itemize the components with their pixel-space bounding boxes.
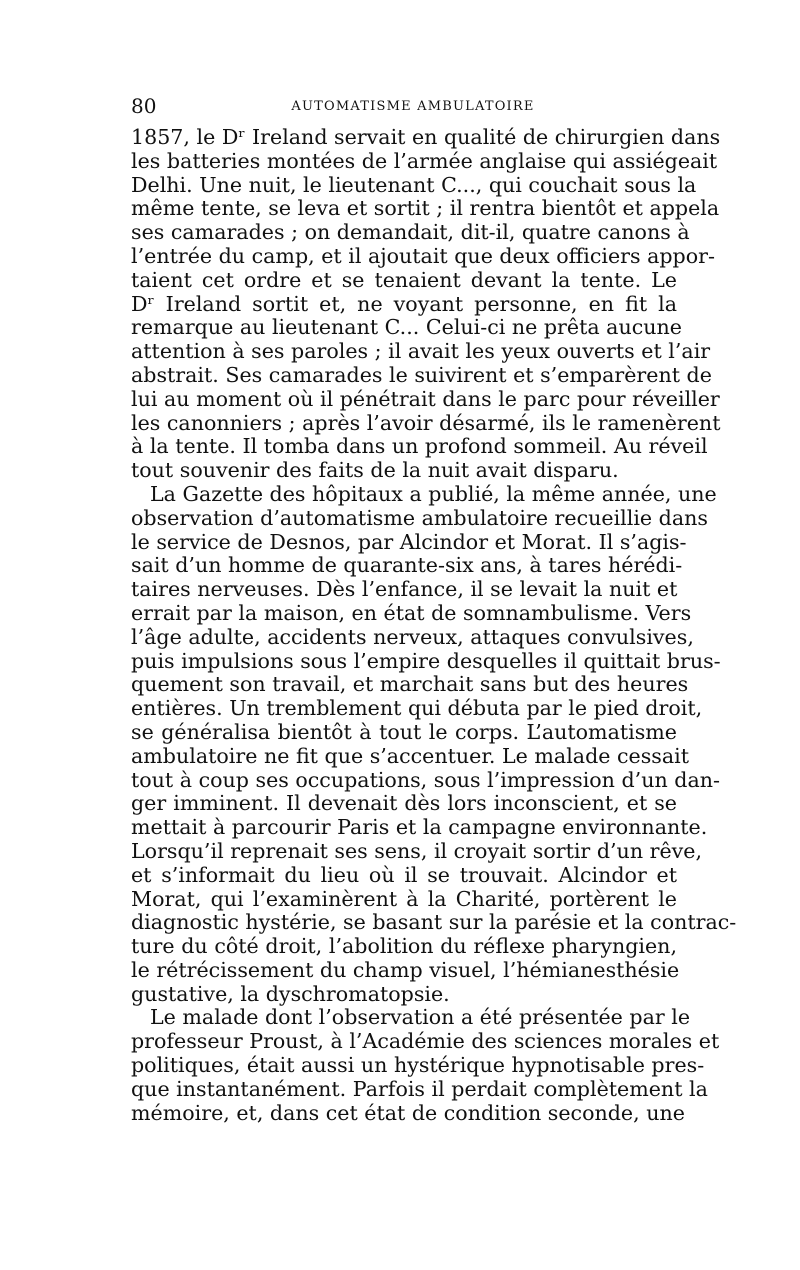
text-line: Delhi. Une nuit, le lieutenant C..., qui couchait sous la: [131, 172, 697, 197]
text-line: observation d’automatisme ambulatoire recueillie dans: [131, 505, 708, 530]
text-line: les batteries montées de l’armée anglaise qui assiégeait: [131, 148, 718, 173]
text-line: Dʳ Ireland sortit et, ne voyant personne, en fit la: [131, 291, 677, 316]
text-line: La Gazette des hôpitaux a publié, la même année, une: [150, 481, 717, 506]
text-line: et s’informait du lieu où il se trouvait. Alcindor et: [131, 862, 677, 887]
text-line: taient cet ordre et se tenaient devant la tente. Le: [131, 267, 677, 292]
text-line: 1857, le Dʳ Ireland servait en qualité de chirurgien dans: [131, 125, 721, 149]
text-line: même tente, se leva et sortit ; il rentra bientôt et appela: [131, 196, 720, 221]
text-line: politiques, était aussi un hystérique hypnotisable pres-: [131, 1053, 705, 1078]
running-head: AUTOMATISME AMBULATOIRE: [291, 99, 535, 114]
text-line: que instantanément. Parfois il perdait complètement la: [131, 1076, 708, 1101]
text-line: Lorsqu’il reprenait ses sens, il croyait sortir d’un rêve,: [131, 838, 703, 863]
text-line: l’entrée du camp, et il ajoutait que deux officiers appor-: [131, 243, 715, 268]
text-line: taires nerveuses. Dès l’enfance, il se levait la nuit et: [131, 577, 678, 602]
text-line: ambulatoire ne fit que s’accentuer. Le malade cessait: [131, 743, 689, 768]
text-line: Le malade dont l’observation a été présentée par le: [150, 1005, 691, 1030]
text-line: errait par la maison, en état de somnambulisme. Vers: [131, 600, 692, 625]
text-line: Morat, qui l’examinèrent à la Charité, portèrent le: [131, 886, 677, 911]
text-line: se généralisa bientôt à tout le corps. L’automatisme: [131, 719, 677, 744]
text-line: le service de Desnos, par Alcindor et Morat. Il s’agis-: [131, 529, 687, 554]
text-line: abstrait. Ses camarades le suivirent et s’emparèrent de: [131, 362, 712, 387]
page-number: 80: [131, 94, 157, 118]
text-line: lui au moment où il pénétrait dans le parc pour réveiller: [131, 386, 720, 411]
text-line: à la tente. Il tomba dans un profond sommeil. Au réveil: [131, 434, 708, 459]
text-line: l’âge adulte, accidents nerveux, attaques convulsives,: [131, 624, 694, 649]
text-line: tout souvenir des faits de la nuit avait disparu.: [131, 458, 619, 483]
text-line: puis impulsions sous l’empire desquelles il quittait brus-: [131, 648, 721, 673]
text-line: le rétrécissement du champ visuel, l’hémianesthésie: [131, 957, 680, 982]
text-line: mettait à parcourir Paris et la campagne environnante.: [131, 815, 708, 840]
text-line: mémoire, et, dans cet état de condition seconde, une: [131, 1100, 685, 1125]
text-line: ses camarades ; on demandait, dit-il, quatre canons à: [131, 220, 690, 245]
text-line: diagnostic hystérie, se basant sur la parésie et la contrac-: [131, 910, 737, 935]
text-line: ger imminent. Il devenait dès lors inconscient, et se: [131, 791, 677, 816]
text-line: tout à coup ses occupations, sous l’impression d’un dan-: [131, 767, 720, 792]
text-line: gustative, la dyschromatopsie.: [131, 981, 450, 1006]
text-line: les canonniers ; après l’avoir désarmé, ils le ramenèrent: [131, 410, 721, 435]
text-line: sait d’un homme de quarante-six ans, à tares hérédi-: [131, 553, 683, 578]
text-line: remarque au lieutenant C... Celui-ci ne prêta aucune: [131, 315, 682, 340]
text-line: quement son travail, et marchait sans but des heures: [131, 672, 689, 697]
text-line: professeur Proust, à l’Académie des sciences morales et: [131, 1029, 720, 1054]
text-line: entières. Un tremblement qui débuta par le pied droit,: [131, 696, 703, 721]
body-text: [131, 125, 737, 1125]
text-line: attention à ses paroles ; il avait les yeux ouverts et l’air: [131, 339, 711, 364]
text-line: ture du côté droit, l’abolition du réflexe pharyngien,: [131, 934, 677, 959]
